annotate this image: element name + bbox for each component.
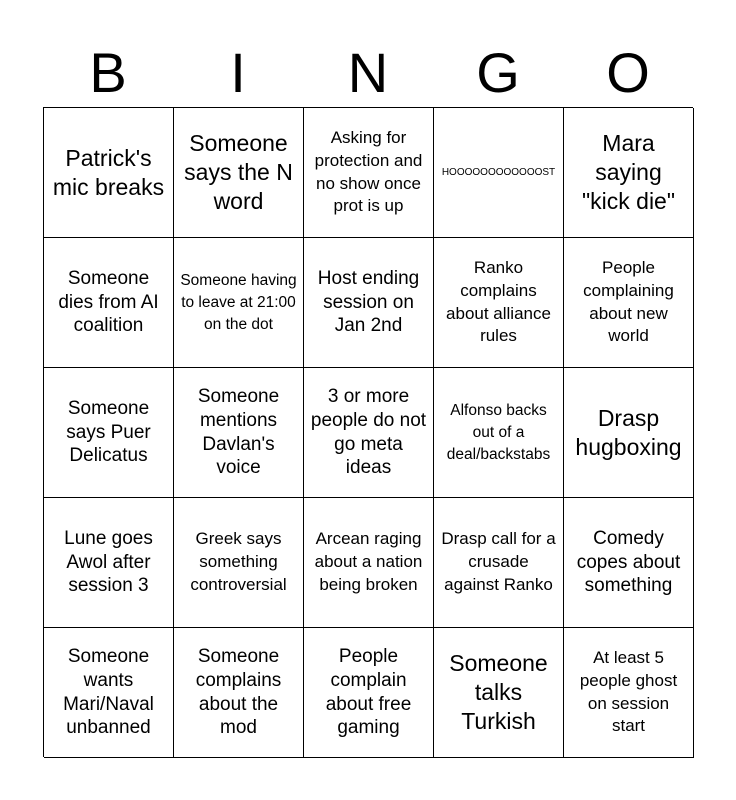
bingo-cell-r5-c2[interactable]: Someone complains about the mod (174, 628, 304, 758)
bingo-cell-r2-c3[interactable]: Host ending session on Jan 2nd (304, 238, 434, 368)
header-letter-n: N (347, 41, 389, 104)
header-letter-b: B (89, 41, 127, 104)
bingo-cell-r5-c3[interactable]: People complain about free gaming (304, 628, 434, 758)
bingo-cell-r2-c5[interactable]: People complaining about new world (564, 238, 694, 368)
bingo-cell-r4-c2[interactable]: Greek says something controversial (174, 498, 304, 628)
bingo-grid (43, 107, 693, 757)
bingo-cell-r2-c4[interactable]: Ranko complains about alliance rules (434, 238, 564, 368)
bingo-cell-r4-c5[interactable]: Comedy copes about something (564, 498, 694, 628)
bingo-cell-r2-c1[interactable]: Someone dies from AI coalition (44, 238, 174, 368)
bingo-cell-r3-c5[interactable]: Drasp hugboxing (564, 368, 694, 498)
bingo-header (43, 38, 693, 108)
header-letter-o: O (606, 41, 650, 104)
header-letter-i: I (230, 41, 246, 104)
bingo-cell-r3-c1[interactable]: Someone says Puer Delicatus (44, 368, 174, 498)
bingo-cell-r1-c5[interactable]: Mara saying "kick die" (564, 108, 694, 238)
bingo-cell-r4-c1[interactable]: Lune goes Awol after session 3 (44, 498, 174, 628)
bingo-cell-r4-c3[interactable]: Arcean raging about a nation being broken (304, 498, 434, 628)
bingo-cell-r1-c3[interactable]: Asking for protection and no show once prot is up (304, 108, 434, 238)
bingo-cell-r1-c1[interactable]: Patrick's mic breaks (44, 108, 174, 238)
bingo-cell-r5-c1[interactable]: Someone wants Mari/Naval unbanned (44, 628, 174, 758)
bingo-cell-r2-c2[interactable]: Someone having to leave at 21:00 on the dot (174, 238, 304, 368)
bingo-cell-r1-c4[interactable]: HOOOOOOOOOOOOST (434, 108, 564, 238)
bingo-cell-r3-c3[interactable]: 3 or more people do not go meta ideas (304, 368, 434, 498)
bingo-cell-r3-c4[interactable]: Alfonso backs out of a deal/backstabs (434, 368, 564, 498)
bingo-cell-r4-c4[interactable]: Drasp call for a crusade against Ranko (434, 498, 564, 628)
bingo-cell-r5-c4[interactable]: Someone talks Turkish (434, 628, 564, 758)
bingo-cell-r1-c2[interactable]: Someone says the N word (174, 108, 304, 238)
header-letter-g: G (476, 41, 520, 104)
bingo-cell-r3-c2[interactable]: Someone mentions Davlan's voice (174, 368, 304, 498)
bingo-cell-r5-c5[interactable]: At least 5 people ghost on session start (564, 628, 694, 758)
